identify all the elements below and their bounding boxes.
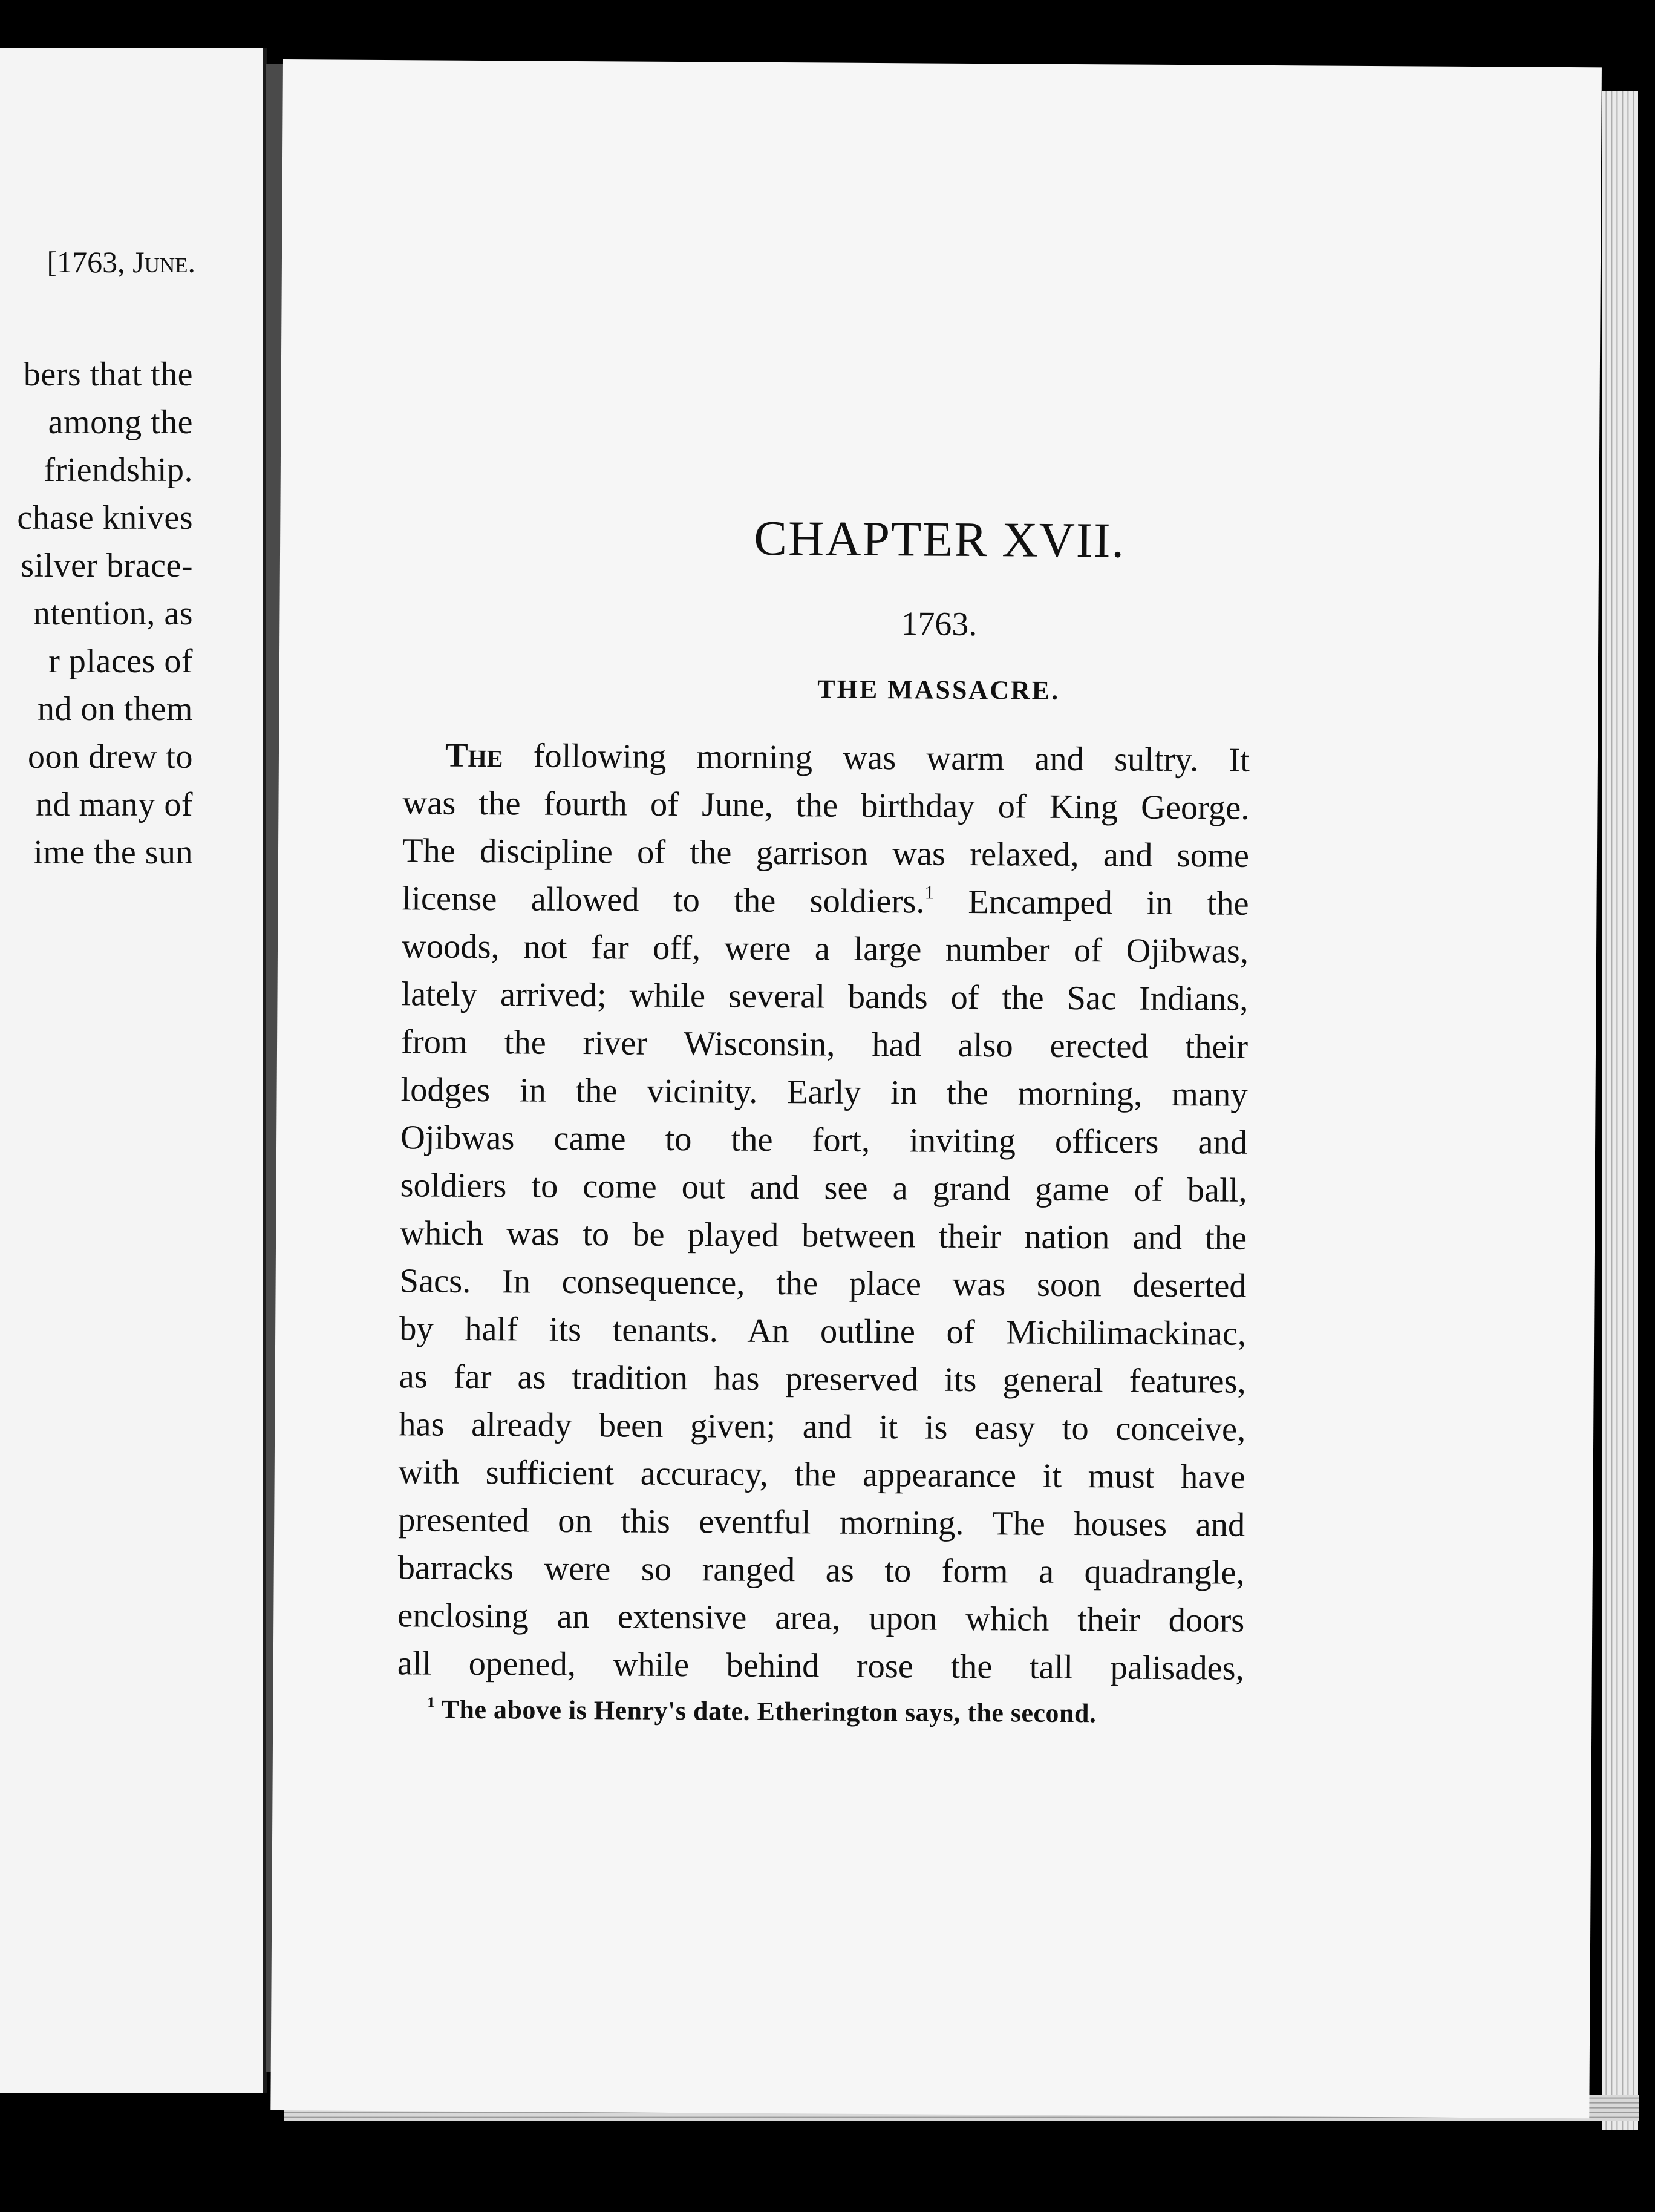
body-line: all opened, while behind rose the tall palisades, bbox=[397, 1644, 1244, 1687]
body-line: by half its tenants. An outline of Michilimackinac, bbox=[399, 1310, 1247, 1353]
footnote-text: The above is Henry's date. Etherington says, the second. bbox=[441, 1694, 1097, 1729]
left-line: bers that the bbox=[23, 356, 193, 393]
left-line: chase knives bbox=[17, 499, 193, 537]
left-page bbox=[0, 48, 267, 2093]
page-edge-right bbox=[1602, 91, 1638, 2130]
body-line bbox=[402, 875, 1249, 928]
left-line: oon drew to bbox=[27, 738, 193, 776]
body-line: lodges in the vicinity. Early in the morning, many bbox=[400, 1071, 1248, 1114]
body-line: has already been given; and it is easy to conceive, bbox=[399, 1405, 1246, 1448]
chapter-year: 1763. bbox=[901, 605, 978, 644]
body-line: woods, not far off, were a large number of Ojibwas, bbox=[401, 928, 1249, 970]
body-line: which was to be played between their nation and the bbox=[399, 1214, 1247, 1257]
body-line: lately arrived; while several bands of the Sac Indians, bbox=[401, 975, 1249, 1018]
body-line: Ojibwas came to the fort, inviting officers and bbox=[400, 1119, 1248, 1162]
body-line-text: license allowed to the soldiers. bbox=[402, 880, 925, 921]
body-line: was the fourth of June, the birthday of King George. bbox=[402, 784, 1250, 827]
body-line: from the river Wisconsin, had also erected their bbox=[400, 1023, 1249, 1066]
body-line: as far as tradition has preserved its general features, bbox=[399, 1358, 1246, 1401]
body-line: with sufficient accuracy, the appearance it must have bbox=[398, 1453, 1245, 1496]
chapter-subtitle: THE MASSACRE. bbox=[817, 674, 1060, 705]
left-header-year: [1763, bbox=[47, 245, 125, 279]
body-line: Sacs. In consequence, the place was soon deserted bbox=[399, 1262, 1247, 1305]
footnote bbox=[427, 1694, 1096, 1729]
left-header-month: June. bbox=[132, 245, 195, 279]
body-line: barracks were so ranged as to form a quadrangle, bbox=[397, 1549, 1245, 1592]
left-line: r places of bbox=[48, 643, 193, 680]
left-line: ime the sun bbox=[33, 834, 193, 871]
body-line-text: following morning was warm and sultry. It bbox=[533, 737, 1250, 779]
left-line: ntention, as bbox=[33, 595, 193, 632]
left-line: silver brace- bbox=[21, 547, 193, 584]
footnote-marker: 1 bbox=[427, 1694, 436, 1711]
body-line: enclosing an extensive area, upon which their doors bbox=[397, 1597, 1245, 1640]
left-line: nd many of bbox=[35, 786, 193, 823]
left-page-text bbox=[0, 351, 193, 924]
drop-word: The bbox=[445, 736, 503, 775]
body-line bbox=[403, 731, 1250, 785]
left-line: friendship. bbox=[44, 451, 193, 489]
chapter-title: CHAPTER XVII. bbox=[754, 510, 1126, 568]
left-line: among the bbox=[48, 404, 193, 441]
left-line: nd on them bbox=[38, 690, 193, 728]
body-line: The discipline of the garrison was relaxed, and some bbox=[402, 832, 1250, 875]
left-running-header bbox=[47, 244, 195, 280]
left-line bbox=[0, 877, 193, 924]
body-line-text: Encamped in the bbox=[968, 883, 1249, 923]
right-page bbox=[270, 59, 1602, 2118]
chapter-body bbox=[397, 731, 1250, 1693]
footnote-reference: 1 bbox=[924, 882, 935, 903]
body-line: soldiers to come out and see a grand game of ball, bbox=[400, 1167, 1247, 1209]
body-line: presented on this eventful morning. The houses and bbox=[398, 1501, 1245, 1544]
